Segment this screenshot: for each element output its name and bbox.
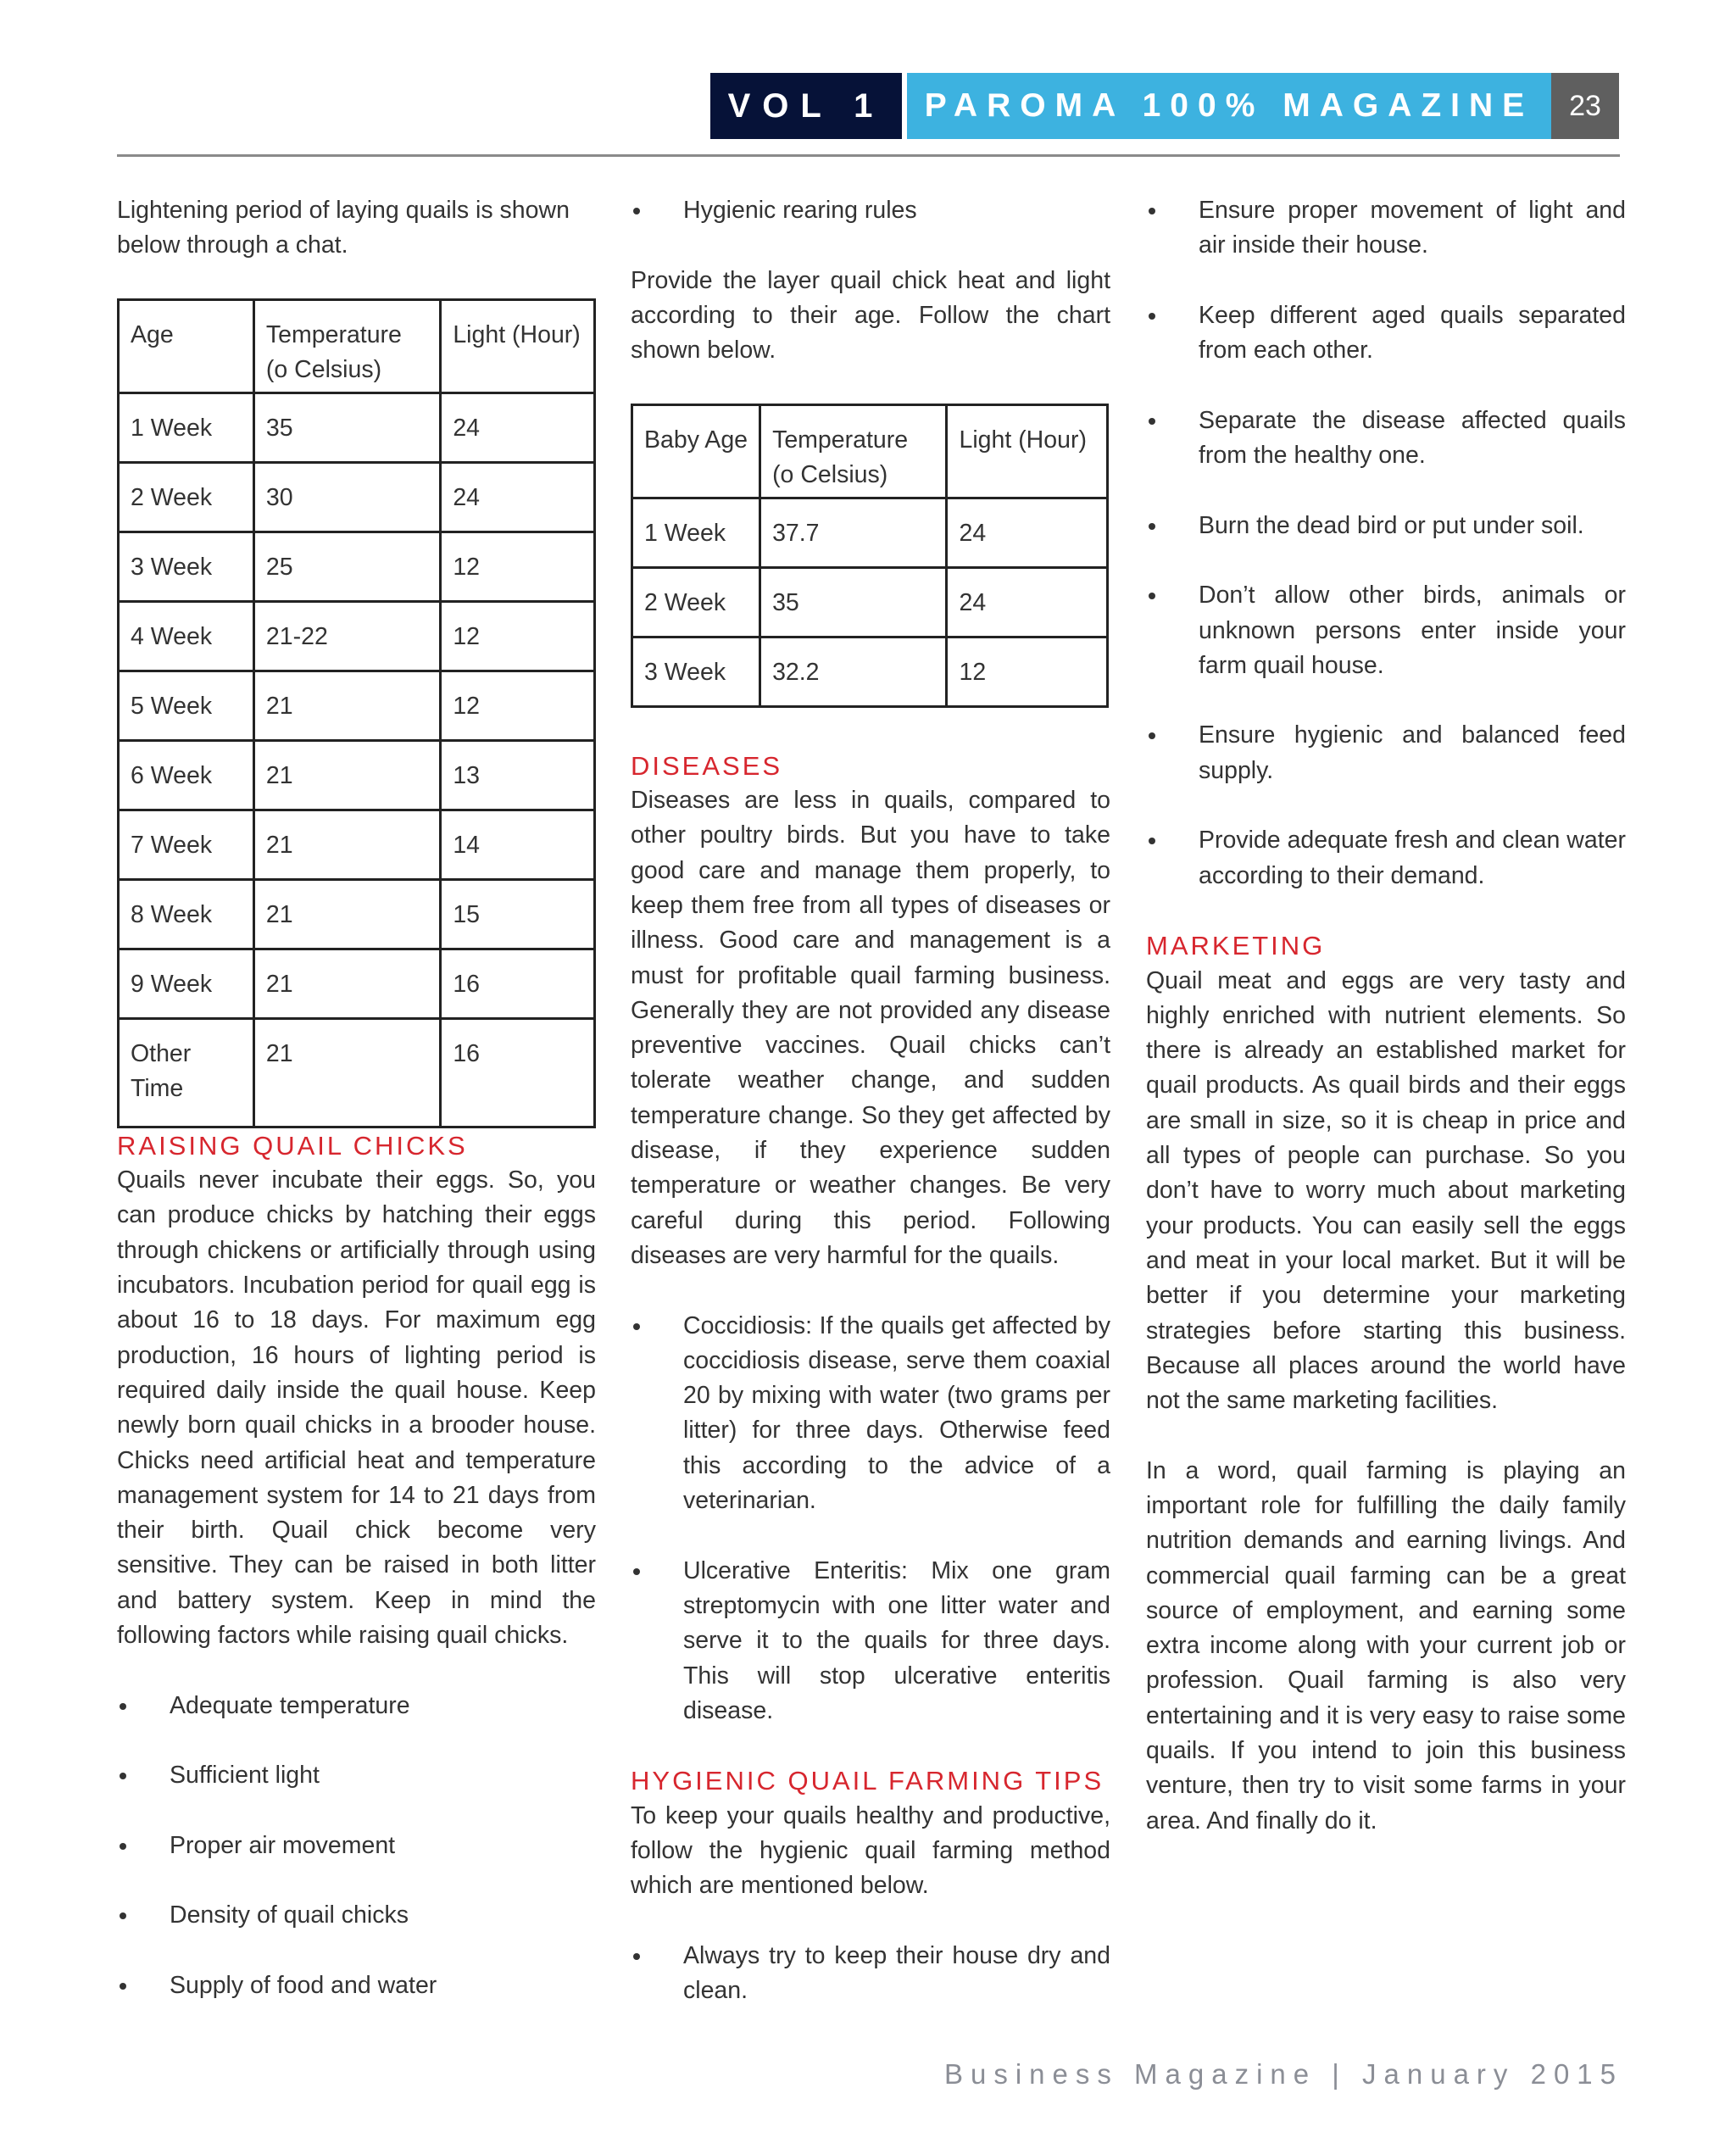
table-cell: 3 Week xyxy=(632,637,760,706)
table-cell: 21 xyxy=(253,949,440,1018)
table-cell: 21 xyxy=(253,879,440,949)
table-cell: 24 xyxy=(441,392,595,462)
table-row xyxy=(119,462,595,532)
list-item: Keep different aged quails separated from each other. xyxy=(1146,298,1626,369)
list-item: Burn the dead bird or put under soil. xyxy=(1146,509,1626,543)
table-row xyxy=(119,740,595,810)
table-cell: 9 Week xyxy=(119,949,254,1018)
rearing-rules-list xyxy=(631,193,1110,228)
column-middle xyxy=(631,193,1110,2008)
table-row xyxy=(119,601,595,671)
hygienic-paragraph: To keep your quails healthy and productive, follow the hygienic quail farming method which are mentioned below. xyxy=(631,1801,1110,1900)
list-item: Separate the disease affected quails from the healthy one. xyxy=(1146,404,1626,474)
table-cell: 3 Week xyxy=(119,532,254,601)
list-item: Sufficient light xyxy=(117,1758,596,1793)
table-cell: 5 Week xyxy=(119,671,254,740)
table-row xyxy=(119,532,595,601)
table-header-cell: Baby Age xyxy=(632,404,760,498)
column-left xyxy=(117,193,596,2003)
table-cell: Other Time xyxy=(119,1018,254,1127)
marketing-paragraph: Quail meat and eggs are very tasty and highly enriched with nutrient elements. So there is already an established market for quail products. As quail birds and their eggs are small in size, so it is cheap in price and all types of people can purchase. So you don’t have to worry much about marketing your products. You can easily sell the eggs and meat in your local market. But it will be better if you determine your marketing strategies before starting this business. Because all places around the world have not the same marketing facilities. xyxy=(1146,966,1626,1415)
table-cell: 7 Week xyxy=(119,810,254,879)
diseases-heading: DISEASES xyxy=(631,750,783,781)
table-header-row xyxy=(119,299,595,392)
hygienic-tips-list xyxy=(1146,193,1626,894)
table-cell: 15 xyxy=(441,879,595,949)
page-number: 23 xyxy=(1551,73,1619,139)
table-cell: 37.7 xyxy=(760,498,947,567)
table-header-cell: Light (Hour) xyxy=(441,299,595,392)
table-header-cell: Age xyxy=(119,299,254,392)
magazine-title: PAROMA 100% MAGAZINE xyxy=(907,73,1551,139)
table-cell: 12 xyxy=(441,601,595,671)
table-cell: 8 Week xyxy=(119,879,254,949)
table-row xyxy=(632,498,1108,567)
provide-paragraph: Provide the layer quail chick heat and light according to their age. Follow the chart shown below. xyxy=(631,266,1110,365)
conclusion-paragraph: In a word, quail farming is playing an important role for fulfilling the daily family nutrition demands and earning livings. And commercial quail farming can be a great source of employment, and earning some extra income along with your current job or profession. Quail farming is also very entertaining and it is very easy to raise some quails. If you intend to join this business venture, then try to visit some farms in your area. And finally do it. xyxy=(1146,1456,1626,1834)
table-header-cell: Temperature (o Celsius) xyxy=(760,404,947,498)
table-cell: 25 xyxy=(253,532,440,601)
table-cell: 2 Week xyxy=(119,462,254,532)
table-row xyxy=(119,1018,595,1127)
table-header-cell: Light (Hour) xyxy=(947,404,1108,498)
table-cell: 35 xyxy=(253,392,440,462)
disease-list xyxy=(631,1309,1110,1729)
table-cell: 14 xyxy=(441,810,595,879)
table-cell: 24 xyxy=(441,462,595,532)
table-row xyxy=(119,392,595,462)
list-item: Always try to keep their house dry and clean. xyxy=(631,1939,1110,2009)
table-cell: 35 xyxy=(760,567,947,637)
diseases-paragraph: Diseases are less in quails, compared to other poultry birds. But you have to take good care and manage them properly, to keep them free from all types of diseases or illness. Good care and management is a must for profitable quail farming business. Generally they are not provided any disease preventive vaccines. Quail chicks can’t tolerate weather change, and sudden temperature change. So they get affected by disease, if they experience sudden temperature or weather changes. Be very careful during this period. Following diseases are very harmful for the quails. xyxy=(631,787,1110,1269)
table-cell: 12 xyxy=(441,532,595,601)
table-cell: 12 xyxy=(441,671,595,740)
list-item: Ulcerative Enteritis: Mix one gram streptomycin with one litter water and serve it to the quails for three days. This will stop ulcerative enteritis disease. xyxy=(631,1554,1110,1729)
hygienic-tips-list-start xyxy=(631,1939,1110,2009)
table-cell: 21 xyxy=(253,740,440,810)
list-item: Don’t allow other birds, animals or unknown persons enter inside your farm quail house. xyxy=(1146,578,1626,683)
table-row xyxy=(632,567,1108,637)
list-item: Proper air movement xyxy=(117,1829,596,1863)
volume-label: VOL 1 xyxy=(710,73,902,139)
table-cell: 1 Week xyxy=(119,392,254,462)
table-cell: 1 Week xyxy=(632,498,760,567)
hygienic-heading: HYGIENIC QUAIL FARMING TIPS xyxy=(631,1766,1104,1796)
list-item: Supply of food and water xyxy=(117,1968,596,2003)
table-cell: 21 xyxy=(253,671,440,740)
laying-light-table xyxy=(117,298,596,1128)
table-row xyxy=(119,879,595,949)
table-cell: 24 xyxy=(947,567,1108,637)
table-row xyxy=(632,637,1108,706)
list-item: Density of quail chicks xyxy=(117,1898,596,1933)
raising-heading: RAISING QUAIL CHICKS xyxy=(117,1130,468,1161)
list-item: Coccidiosis: If the quails get affected by coccidiosis disease, serve them coaxial 20 by mixing with water (two grams per litter) for three days. Otherwise feed this according to the advice of a veterinarian. xyxy=(631,1309,1110,1519)
column-right xyxy=(1146,193,1626,1839)
table-cell: 32.2 xyxy=(760,637,947,706)
baby-quail-table xyxy=(631,404,1109,708)
table-header-cell: Temperature (o Celsius) xyxy=(253,299,440,392)
list-item: Hygienic rearing rules xyxy=(631,193,1110,228)
table-header-row xyxy=(632,404,1108,498)
footer-issue-line: Business Magazine | January 2015 xyxy=(943,2058,1623,2090)
raising-factors-list xyxy=(117,1689,596,2004)
table-cell: 24 xyxy=(947,498,1108,567)
table-cell: 13 xyxy=(441,740,595,810)
table-cell: 16 xyxy=(441,949,595,1018)
laying-intro-text: Lightening period of laying quails is shown below through a chat. xyxy=(117,197,570,259)
table-cell: 2 Week xyxy=(632,567,760,637)
table-cell: 6 Week xyxy=(119,740,254,810)
marketing-heading: MARKETING xyxy=(1146,931,1326,961)
table-row xyxy=(119,671,595,740)
list-item: Ensure hygienic and balanced feed supply. xyxy=(1146,718,1626,788)
table-cell: 16 xyxy=(441,1018,595,1127)
header-divider xyxy=(117,154,1620,157)
table-cell: 21 xyxy=(253,1018,440,1127)
table-cell: 4 Week xyxy=(119,601,254,671)
table-cell: 21-22 xyxy=(253,601,440,671)
list-item: Ensure proper movement of light and air inside their house. xyxy=(1146,193,1626,264)
table-row xyxy=(119,810,595,879)
raising-paragraph: Quails never incubate their eggs. So, you can produce chicks by hatching their eggs through chickens or artificially through using incubators. Incubation period for quail egg is about 16 to 18 days. For maximum egg production, 16 hours of lighting period is required daily inside the quail house. Keep newly born quail chicks in a brooder house. Chicks need artificial heat and temperature management system for 14 to 21 days from their birth. Quail chick become very sensitive. They can be raised in both litter and battery system. Keep in mind the following factors while raising quail chicks. xyxy=(117,1166,596,1650)
table-cell: 12 xyxy=(947,637,1108,706)
list-item: Adequate temperature xyxy=(117,1689,596,1723)
table-row xyxy=(119,949,595,1018)
list-item: Provide adequate fresh and clean water according to their demand. xyxy=(1146,823,1626,894)
table-cell: 21 xyxy=(253,810,440,879)
table-cell: 30 xyxy=(253,462,440,532)
